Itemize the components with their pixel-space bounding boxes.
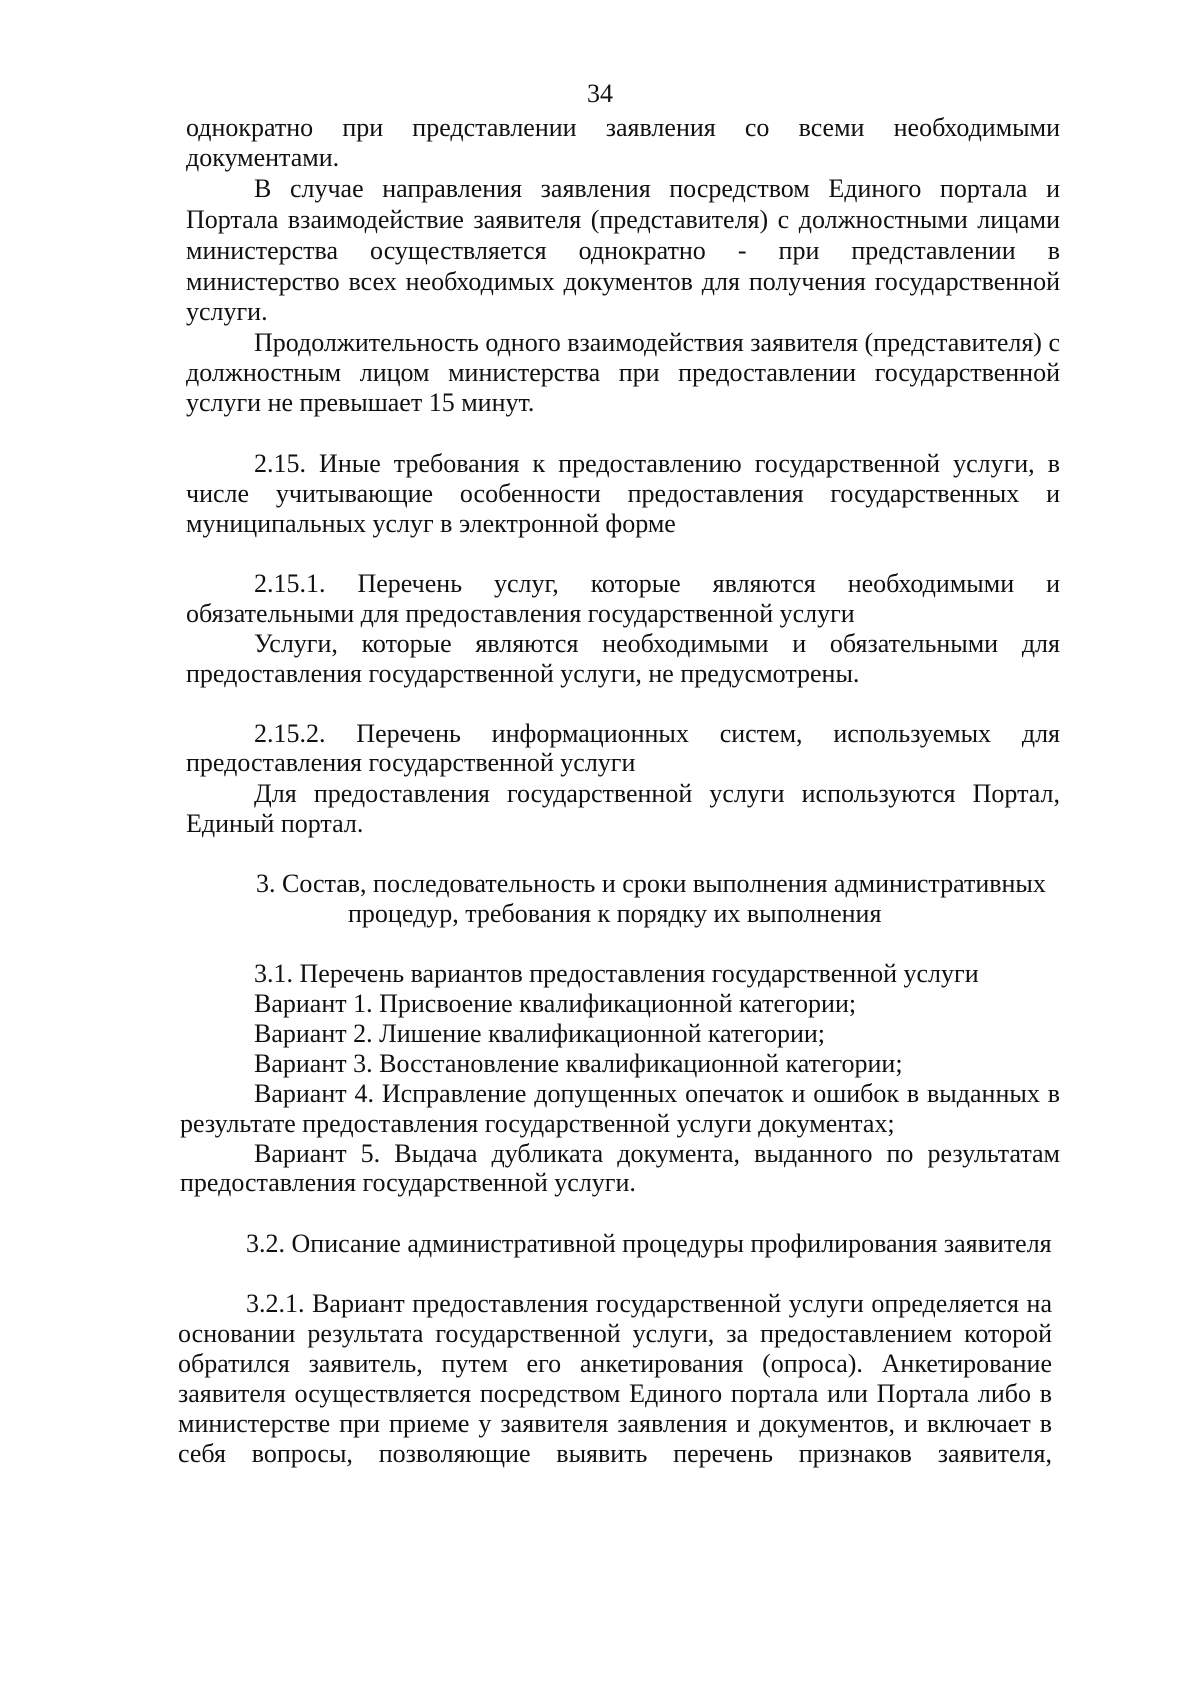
- list-item: Вариант 5. Выдача дубликата документа, выданного по результатам: [254, 1139, 1060, 1168]
- section-heading: 2.15. Иные требования к предоставлению государственной услуги, в: [254, 449, 1060, 478]
- text-line: Услуги, которые являются необходимыми и обязательными для: [254, 629, 1060, 658]
- text-line: Для предоставления государственной услуги используются Портал,: [254, 779, 1060, 808]
- text-line: услуги не превышает 15 минут.: [186, 388, 535, 417]
- section-heading: муниципальных услуг в электронной форме: [186, 509, 676, 538]
- subsection-heading: 2.15.2. Перечень информационных систем, используемых для: [254, 719, 1060, 748]
- section-heading: числе учитывающие особенности предоставления государственных и: [186, 479, 1060, 508]
- list-item: предоставления государственной услуги.: [180, 1168, 636, 1197]
- subsection-heading: предоставления государственной услуги: [186, 748, 636, 777]
- text-line: В случае направления заявления посредством Единого портала и: [254, 174, 1060, 203]
- subsection-heading: 2.15.1. Перечень услуг, которые являются необходимыми и: [254, 569, 1060, 598]
- text-line: документами.: [186, 143, 340, 172]
- text-line: однократно при представлении заявления со всеми необходимыми: [186, 113, 1060, 142]
- list-item: Вариант 1. Присвоение квалификационной категории;: [254, 989, 857, 1018]
- text-line: себя вопросы, позволяющие выявить перечень признаков заявителя,: [178, 1439, 1052, 1468]
- section-heading: 3.2. Описание административной процедуры профилирования заявителя: [246, 1229, 1052, 1258]
- list-item: результате предоставления государственной услуги документах;: [180, 1109, 895, 1138]
- text-line: заявителя осуществляется посредством Единого портала или Портала либо в: [178, 1379, 1052, 1408]
- page-number: 34: [587, 79, 613, 108]
- text-line: услуги.: [186, 297, 268, 326]
- list-item: Вариант 3. Восстановление квалификационной категории;: [254, 1049, 903, 1078]
- text-line: Продолжительность одного взаимодействия заявителя (представителя) с: [254, 328, 1060, 357]
- list-item: Вариант 2. Лишение квалификационной категории;: [254, 1019, 825, 1048]
- text-line: обратился заявитель, путем его анкетирования (опроса). Анкетирование: [178, 1349, 1052, 1378]
- list-item: Вариант 4. Исправление допущенных опечаток и ошибок в выданных в: [254, 1079, 1060, 1108]
- text-line: должностным лицом министерства при предоставлении государственной: [186, 358, 1060, 387]
- text-line: 3.2.1. Вариант предоставления государственной услуги определяется на: [246, 1289, 1052, 1318]
- text-line: Единый портал.: [186, 809, 364, 838]
- text-line: министерстве при приеме у заявителя заявления и документов, и включает в: [178, 1409, 1052, 1438]
- section-heading: 3.1. Перечень вариантов предоставления государственной услуги: [254, 959, 979, 988]
- text-line: министерство всех необходимых документов для получения государственной: [186, 267, 1060, 296]
- subsection-heading: обязательными для предоставления государственной услуги: [186, 599, 855, 628]
- chapter-heading: процедур, требования к порядку их выполнения: [348, 899, 882, 928]
- text-line: министерства осуществляется однократно - при представлении в: [186, 236, 1060, 265]
- text-line: предоставления государственной услуги, не предусмотрены.: [186, 659, 860, 688]
- text-line: основании результата государственной услуги, за предоставлением которой: [178, 1319, 1052, 1348]
- text-line: Портала взаимодействие заявителя (представителя) с должностными лицами: [186, 205, 1060, 234]
- chapter-heading: 3. Состав, последовательность и сроки выполнения административных: [256, 869, 1046, 898]
